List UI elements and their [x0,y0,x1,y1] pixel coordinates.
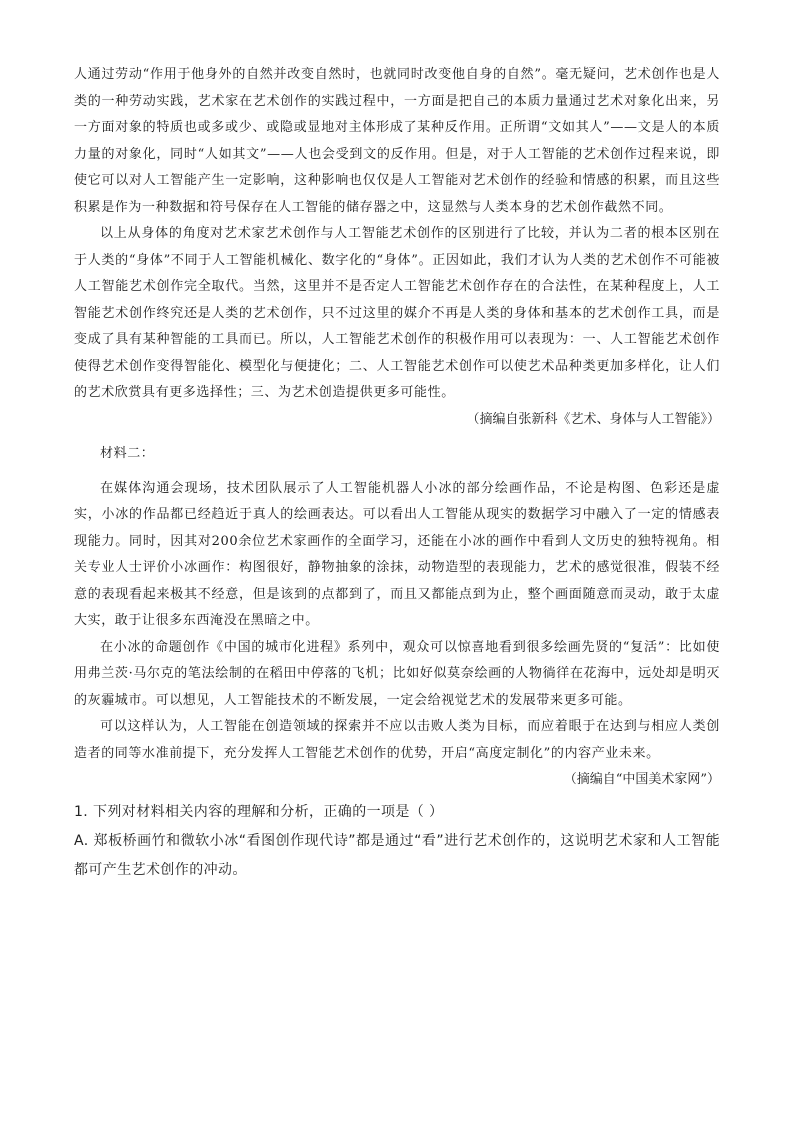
article-body [74,62,720,885]
source-citation-1: （摘编自张新科《艺术、身体与人工智能》） [466,411,720,427]
paragraph-1: 人通过劳动“作用于他身外的自然并改变自然时，也就同时改变他自身的自然”。毫无疑问，艺术创作也是人类的一种劳动实践，艺术家在艺术创作的实践过程中，一方面是把自己的本质力量通过艺术对象化出来，另一方面对象的特质也或多或少、或隐或显地对主体形成了某种反作用。正所谓“文如其人”——文是人的本质力量的对象化，同时“人如其文”——人也会受到文的反作用。但是，对于人工智能的艺术创作过程来说，即使它可以对人工智能产生一定影响，这种影响也仅仅是人工智能对艺术创作的经验和情感的积累，而且这些积累是作为一种数据和符号保存在人工智能的储存器之中，这显然与人类本身的艺术创作截然不同。 [74,67,720,215]
question-1-option-a: A. 郑板桥画竹和微软小冰“看图创作现代诗”都是通过“看”进行艺术创作的，这说明艺术家和人工智能都可产生艺术创作的冲动。 [74,832,720,878]
paragraph-5: 可以这样认为，人工智能在创造领域的探索并不应以击败人类为目标，而应着眼于在达到与相应人类创造者的同等水准前提下，充分发挥人工智能艺术创作的优势，开启“高度定制化”的内容产业未来。 [74,719,720,761]
paragraph-3: 在媒体沟通会现场，技术团队展示了人工智能机器人小冰的部分绘画作品，不论是构图、色彩还是虚实，小冰的作品都已经趋近于真人的绘画表达。可以看出人工智能从现实的数据学习中融入了一定的情感表现能力。同时，因其对200余位艺术家画作的全面学习，还能在小冰的画作中看到人文历史的独特视角。相关专业人士评价小冰画作：构图很好，静物抽象的涂抹，动物造型的表现能力，艺术的感觉很准，假装不经意的表现看起来极其不经意，但是该到的点都到了，而且又都能点到为止，整个画面随意而灵动，敢于太虚大实，敢于让很多东西淹没在黑暗之中。 [74,480,720,628]
question-1-stem: 1. 下列对材料相关内容的理解和分析，正确的一项是（ ） [74,803,444,820]
material-2-heading: 材料二： [100,446,155,461]
paragraph-4: 在小冰的命题创作《中国的城市化进程》系列中，观众可以惊喜地看到很多绘画先贤的“复活”：比如使用弗兰茨·马尔克的笔法绘制的在稻田中停落的飞机；比如好似莫奈绘画的人物徜徉在花海中，远处却是明灭的灰霾城市。可以想见，人工智能技术的不断发展，一定会给视觉艺术的发展带来更多可能。 [74,639,720,708]
source-citation-2: （摘编自“中国美术家网”） [563,772,720,787]
paragraph-2: 以上从身体的角度对艺术家艺术创作与人工智能艺术创作的区别进行了比较，并认为二者的根本区别在于人类的“身体”不同于人工智能机械化、数字化的“身体”。正因如此，我们才认为人类的艺术创作不可能被人工智能艺术创作完全取代。当然，这里并不是否定人工智能艺术创作存在的合法性，在某种程度上，人工智能艺术创作终究还是人类的艺术创作，只不过这里的媒介不再是人类的身体和基本的艺术创作工具，而是变成了具有某种智能的工具而已。所以，人工智能艺术创作的积极作用可以表现为：一、人工智能艺术创作使得艺术创作变得智能化、模型化与便捷化；二、人工智能艺术创作可以使艺术品种类更加多样化，让人们的艺术欣赏具有更多选择性；三、为艺术创造提供更多可能性。 [74,226,720,400]
